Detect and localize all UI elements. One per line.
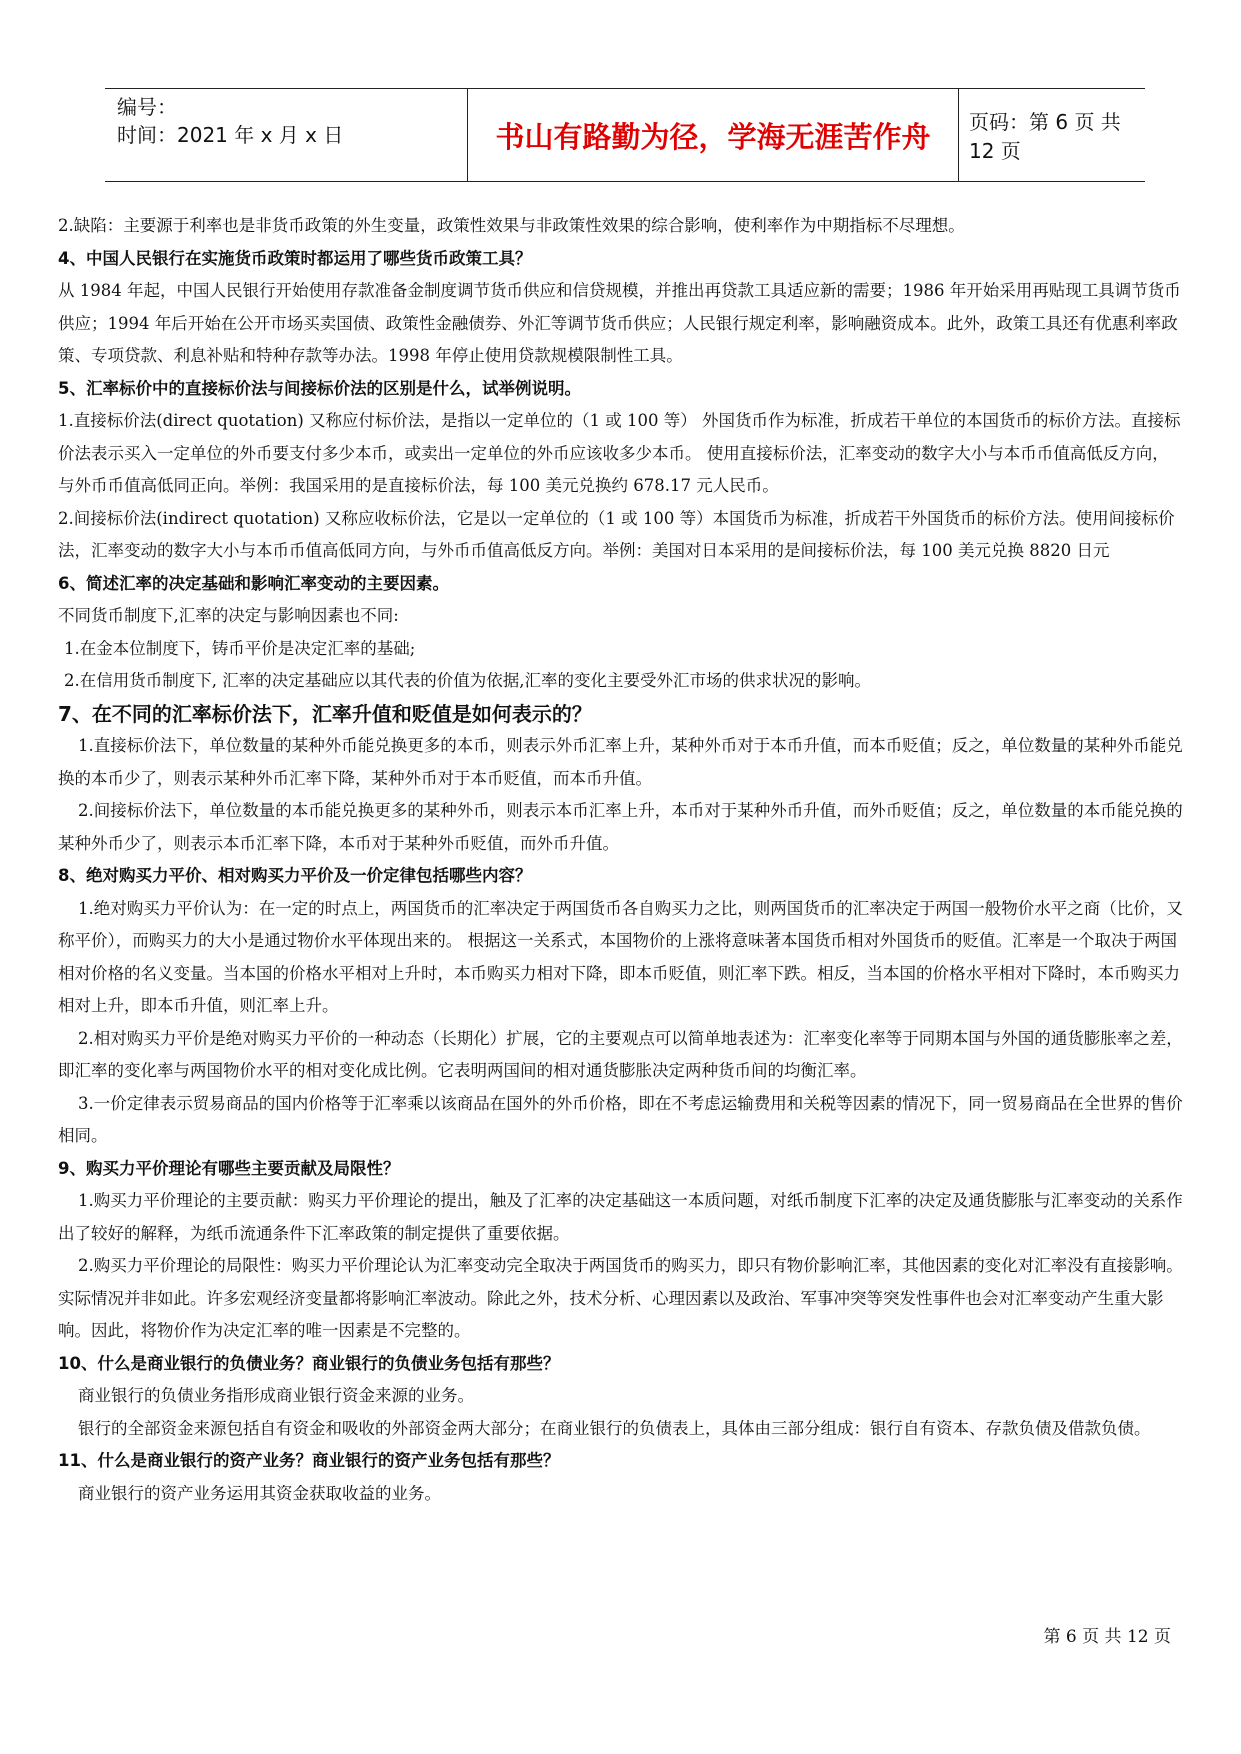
paragraph: 2.购买力平价理论的局限性：购买力平价理论认为汇率变动完全取决于两国货币的购买力，即只有物价影响汇率，其他因素的变化对汇率没有直接影响。实际情况并非如此。许多宏观经济变量都将影响汇率波动。除此之外，技术分析、心理因素以及政治、军事冲突等突发性事件也会对汇率变动产生重大影响。因此，将物价作为决定汇率的唯一因素是不完整的。 (58, 1256, 1183, 1340)
paragraph: 2.在信用货币制度下, 汇率的决定基础应以其代表的价值为依据,汇率的变化主要受外汇市场的供求状况的影响。 (64, 671, 871, 690)
question-heading: 4、中国人民银行在实施货币政策时都运用了哪些货币政策工具？ (58, 248, 532, 268)
paragraph: 银行的全部资金来源包括自有资金和吸收的外部资金两大部分；在商业银行的负债表上，具体由三部分组成：银行自有资本、存款负债及借款负债。 (78, 1418, 1151, 1438)
document-number-label: 编号： (117, 95, 177, 119)
paragraph: 1.购买力平价理论的主要贡献：购买力平价理论的提出，触及了汇率的决定基础这一本质问题，对纸币制度下汇率的决定及通货膨胀与汇率变动的关系作出了较好的解释，为纸币流通条件下汇率政策的制定提供了重要依据。 (58, 1191, 1183, 1243)
paragraph: 1.直接标价法下，单位数量的某种外币能兑换更多的本币，则表示外币汇率上升，某种外币对于本币升值，而本币贬值；反之，单位数量的某种外币能兑换的本币少了，则表示某种外币汇率下降，某种外币对于本币贬值，而本币升值。 (58, 736, 1183, 788)
paragraph: 1.在金本位制度下，铸币平价是决定汇率的基础; (64, 638, 416, 658)
page-header (105, 88, 1145, 182)
question-heading: 11、什么是商业银行的资产业务？商业银行的资产业务包括有那些？ (58, 1451, 560, 1470)
paragraph: 1.直接标价法(direct quotation) 又称应付标价法，是指以一定单位的（1 或 100 等） 外国货币作为标准，折成若干单位的本国货币的标价方法。直接标价法表示买入一定单位的外币要支付多少本币，或卖出一定单位的外币应该收多少本币。 使用直接标价法，汇率变动的数字大小与本币币值高低反方向，与外币币值高低同正向。举例：我国采用的是直接标价法，每 100 美元兑换约 678.17 元人民币。 (58, 411, 1181, 495)
paragraph: 商业银行的资产业务运用其资金获取收益的业务。 (78, 1483, 441, 1503)
paragraph: 不同货币制度下,汇率的决定与影响因素也不同: (58, 606, 399, 625)
page-footer: 第 6 页 共 12 页 (1043, 1627, 1171, 1647)
paragraph: 从 1984 年起，中国人民银行开始使用存款准备金制度调节货币供应和信贷规模，并推出再贷款工具适应新的需要；1986 年开始采用再贴现工具调节货币供应；1994 年后开始在公开市场买卖国债、政策性金融债券、外汇等调节货币供应；人民银行规定利率，影响融资成本。此外，政策工具还有优惠利率政策、专项贷款、利息补贴和特种存款等办法。1998 年停止使用贷款规模限制性工具。 (58, 281, 1181, 365)
paragraph: 2.间接标价法(indirect quotation) 又称应收标价法，它是以一定单位的（1 或 100 等）本国货币为标准，折成若干外国货币的标价方法。使用间接标价法，汇率变动的数字大小与本币币值高低同方向，与外币币值高低反方向。举例：美国对日本采用的是间接标价法，每 100 美元兑换 8820 日元 (58, 508, 1175, 560)
paragraph: 2.间接标价法下，单位数量的本币能兑换更多的某种外币，则表示本币汇率上升，本币对于某种外币升值，而外币贬值；反之，单位数量的本币能兑换的某种外币少了，则表示本币汇率下降，本币对于某种外币贬值，而外币升值。 (58, 801, 1183, 853)
paragraph: 2.相对购买力平价是绝对购买力平价的一种动态（长期化）扩展，它的主要观点可以简单地表述为：汇率变化率等于同期本国与外国的通货膨胀率之差，即汇率的变化率与两国物价水平的相对变化成比例。它表明两国间的相对通货膨胀决定两种货币间的均衡汇率。 (58, 1028, 1183, 1080)
paragraph: 1.绝对购买力平价认为：在一定的时点上，两国货币的汇率决定于两国货币各自购买力之比，则两国货币的汇率决定于两国一般物价水平之商（比价，又称平价），而购买力的大小是通过物价水平体现出来的。 根据这一关系式，本国物价的上涨将意味著本国货币相对外国货币的贬值。汇率是一个取决于两国相对价格的名义变量。当本国的价格水平相对上升时，本币购买力相对下降，即本币贬值，则汇率下跌。相反，当本国的价格水平相对下降时，本币购买力相对上升，即本币升值，则汇率上升。 (58, 898, 1183, 1015)
paragraph: 2.缺陷：主要源于利率也是非货币政策的外生变量，政策性效果与非政策性效果的综合影响，使利率作为中期指标不尽理想。 (58, 216, 965, 235)
document-body (58, 210, 1183, 1510)
document-time-label: 时间：2021 年 x 月 x 日 (117, 123, 344, 147)
paragraph: 3.一价定律表示贸易商品的国内价格等于汇率乘以该商品在国外的外币价格，即在不考虑运输费用和关税等因素的情况下，同一贸易商品在全世界的售价相同。 (58, 1093, 1183, 1145)
question-heading: 5、汇率标价中的直接标价法与间接标价法的区别是什么，试举例说明。 (58, 378, 581, 398)
question-heading: 6、简述汇率的决定基础和影响汇率变动的主要因素。 (58, 573, 449, 593)
question-heading: 7、在不同的汇率标价法下，汇率升值和贬值是如何表示的？ (58, 701, 592, 726)
question-heading: 8、绝对购买力平价、相对购买力平价及一价定律包括哪些内容？ (58, 866, 532, 885)
paragraph: 商业银行的负债业务指形成商业银行资金来源的业务。 (78, 1386, 474, 1405)
question-heading: 10、什么是商业银行的负债业务？商业银行的负债业务包括有那些？ (58, 1353, 560, 1373)
header-page-info: 页码：第 6 页 共 12 页 (969, 110, 1121, 163)
header-motto: 书山有路勤为径，学海无涯苦作舟 (467, 89, 959, 181)
header-meta (117, 89, 467, 185)
question-heading: 9、购买力平价理论有哪些主要贡献及局限性？ (58, 1158, 400, 1178)
